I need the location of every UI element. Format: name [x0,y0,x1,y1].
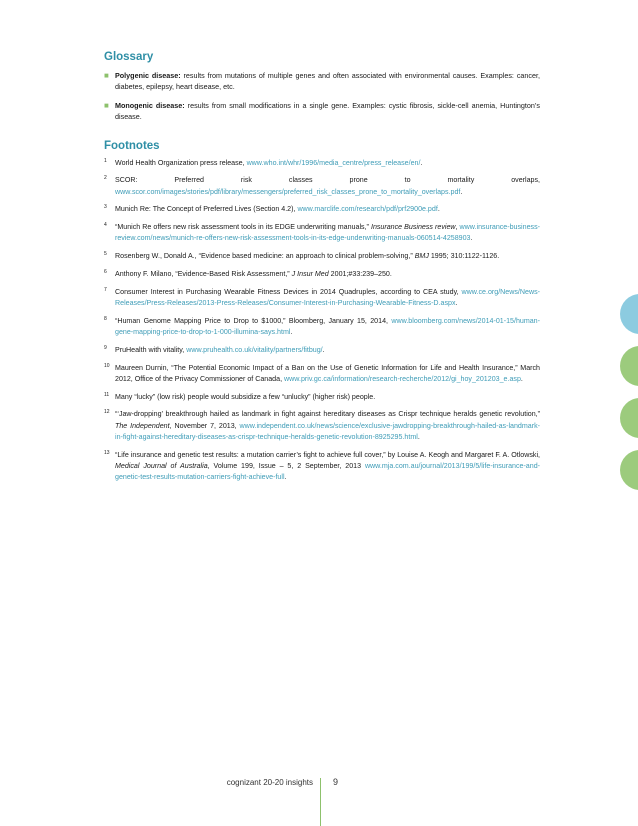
footnote [104,316,540,338]
footnotes-list [104,158,540,484]
footnote-link[interactable]: www.marclife.com/research/pdf/prf2900e.pdf [297,205,438,214]
footnote-end: . [322,345,325,354]
footnote-text: Many “lucky” (low risk) people would subsidize a few “unlucky” (higher risk) people. [115,392,376,401]
footnotes-heading: Footnotes [104,139,160,152]
footnote-link[interactable]: www.scor.com/images/stories/pdf/library/messengers/preferred_risk_classes_prone_to_mortality_overlaps.pdf [115,187,461,196]
footnote-link[interactable]: www.who.int/whr/1996/media_centre/press_release/en/ [246,158,421,167]
footnote-link[interactable]: www.priv.gc.ca/information/research-recherche/2012/gi_hoy_201203_e.asp [284,374,521,383]
footnote [104,345,540,356]
footnote-number: 11 [104,391,110,398]
footnote-end: . [420,158,423,167]
section-tab-green [620,450,638,490]
footnote-source: Medical Journal of Australia [115,461,208,470]
footnote [104,222,540,244]
page-content [104,50,540,490]
footnote-link[interactable]: www.independent.co.uk/news/science/exclusive-jawdropping-breakthrough-hailed-as-landmark-in-fight-against-hereditary-diseases-as-crispr-technique-heralds-genetic-revolution-8925295.html [115,421,540,441]
footnote-number: 9 [104,344,107,351]
footnote-number: 2 [104,175,107,182]
footnote-link[interactable]: www.mja.com.au/journal/2013/199/5/life-insurance-and-genetic-test-results-mutation-carriers-fight-achieve-full [115,461,541,482]
section-tab-blue [620,294,638,334]
footnote-number: 5 [104,251,107,258]
footnote [104,363,540,385]
footer-label: cognizant 20-20 insights [226,778,313,787]
footnote-text: , November 7, 2013, [169,421,240,430]
footnote-text: 2001;#33:239–250. [328,270,392,279]
footnote-number: 6 [104,269,107,276]
footnote-text: , [455,223,460,232]
glossary-definition: results from small modifications in a single gene. Examples: cystic fibrosis, sickle-cell anemia, Huntington’s disease. [115,100,540,122]
footnote [104,269,540,280]
footnote-number: 12 [104,409,110,416]
footnote-text: 1995; 310:1122-1126. [428,252,500,261]
footnote-text: “Human Genome Mapping Price to Drop to $1000,” Bloomberg, January 15, 2014, [115,316,392,325]
footnote-end: . [417,432,420,441]
footnote-number: 8 [104,315,107,322]
footnote-number: 3 [104,204,107,211]
footnote-end: . [284,473,287,482]
footnote-link[interactable]: www.insurance-business-review.com/news/munich-re-offers-new-risk-assessment-tools-in-its-edge-underwriting-manuals-060514-4258903 [115,223,540,243]
footnote-end: . [455,299,458,308]
footnote-end: . [460,187,463,196]
footnote-number: 4 [104,222,107,229]
footnote-number: 13 [104,449,110,456]
footnote-text: , Volume 199, Issue – 5, 2 September, 2013 [207,461,365,470]
glossary-item [104,100,540,123]
footnote-end: . [470,234,473,243]
footnote-number: 10 [104,362,110,369]
footnote-text: “Life insurance and genetic test results: a mutation carrier’s fight to achieve full cover,” by Louise A. Keogh and Margaret F. A. Otlowski, [115,450,540,459]
footer-divider [320,778,321,826]
footnote-text: Munich Re: The Concept of Preferred Lives (Section 4.2), [115,205,298,214]
footnote-text: Anthony F. Milano, “Evidence-Based Risk Assessment,” [115,270,292,279]
footnote-text: “‘Jaw-dropping’ breakthrough hailed as landmark in fight against hereditary diseases as Crispr technique heralds genetic revolution,” [115,410,540,419]
footnote-link[interactable]: www.bloomberg.com/news/2014-01-15/human-gene-mapping-price-to-drop-to-1-000-illumina-says.html [115,316,540,337]
footnote-end: . [437,205,440,214]
glossary-heading: Glossary [104,51,154,63]
footnote [104,450,540,484]
footnote-source: The Independent [115,421,170,430]
footnote-text: Consumer Interest in Purchasing Wearable Fitness Devices in 2014 Quadruples, according to CEA study, [115,287,462,296]
footnote-number: 7 [104,286,107,293]
footnote-end: . [290,328,293,337]
glossary-term: Monogenic disease: [115,100,185,110]
footnote-text: World Health Organization press release, [115,158,247,167]
footnote-source: BMJ [414,252,429,261]
section-tab-green [620,346,638,386]
footnote-text: SCOR: Preferred risk classes prone to mortality overlaps, [115,176,540,185]
bullet-icon: ■ [104,100,109,110]
footnote-source: Insurance Business review [370,223,456,232]
glossary-term: Polygenic disease: [115,71,181,80]
bullet-icon: ■ [104,71,109,80]
footnote-text: “Munich Re offers new risk assessment tools in its EDGE underwriting manuals,” [115,223,371,232]
footnote [104,204,540,215]
glossary-list [104,70,540,123]
footnote-link[interactable]: www.ce.org/News/News-Releases/Press-Releases/2013-Press-Releases/Consumer-Interest-in-Purchasing-Wearable-Fitness-D.aspx [115,287,540,308]
footnote-text: Maureen Durnin, “The Potential Economic Impact of a Ban on the Use of Genetic Information for Life and Health Insurance,” March 2012, Office of the Privacy Commissioner of Canada, [115,363,540,383]
footnote-number: 1 [104,157,107,164]
glossary-item [104,70,540,93]
footnote [104,251,540,262]
footnote-text: PruHealth with vitality, [115,345,187,354]
footnote [104,409,540,443]
footnote [104,175,540,197]
glossary-definition: results from mutations of multiple genes and often associated with environmental causes. Examples: cancer, diabetes, epilepsy, heart disease, etc. [115,71,540,92]
footnote [104,392,540,403]
footnote-link[interactable]: www.pruhealth.co.uk/vitality/partners/fitbug/ [186,345,323,354]
footnote-source: J Insur Med [291,270,329,279]
page-number: 9 [333,777,339,787]
footnote-text: Rosenberg W., Donald A., “Evidence based medicine: an approach to clinical problem-solving,” [115,252,415,261]
section-tab-green [620,398,638,438]
footnote-end: . [520,374,523,383]
footnote [104,158,540,169]
page-footer [0,778,638,826]
footnote [104,287,540,309]
